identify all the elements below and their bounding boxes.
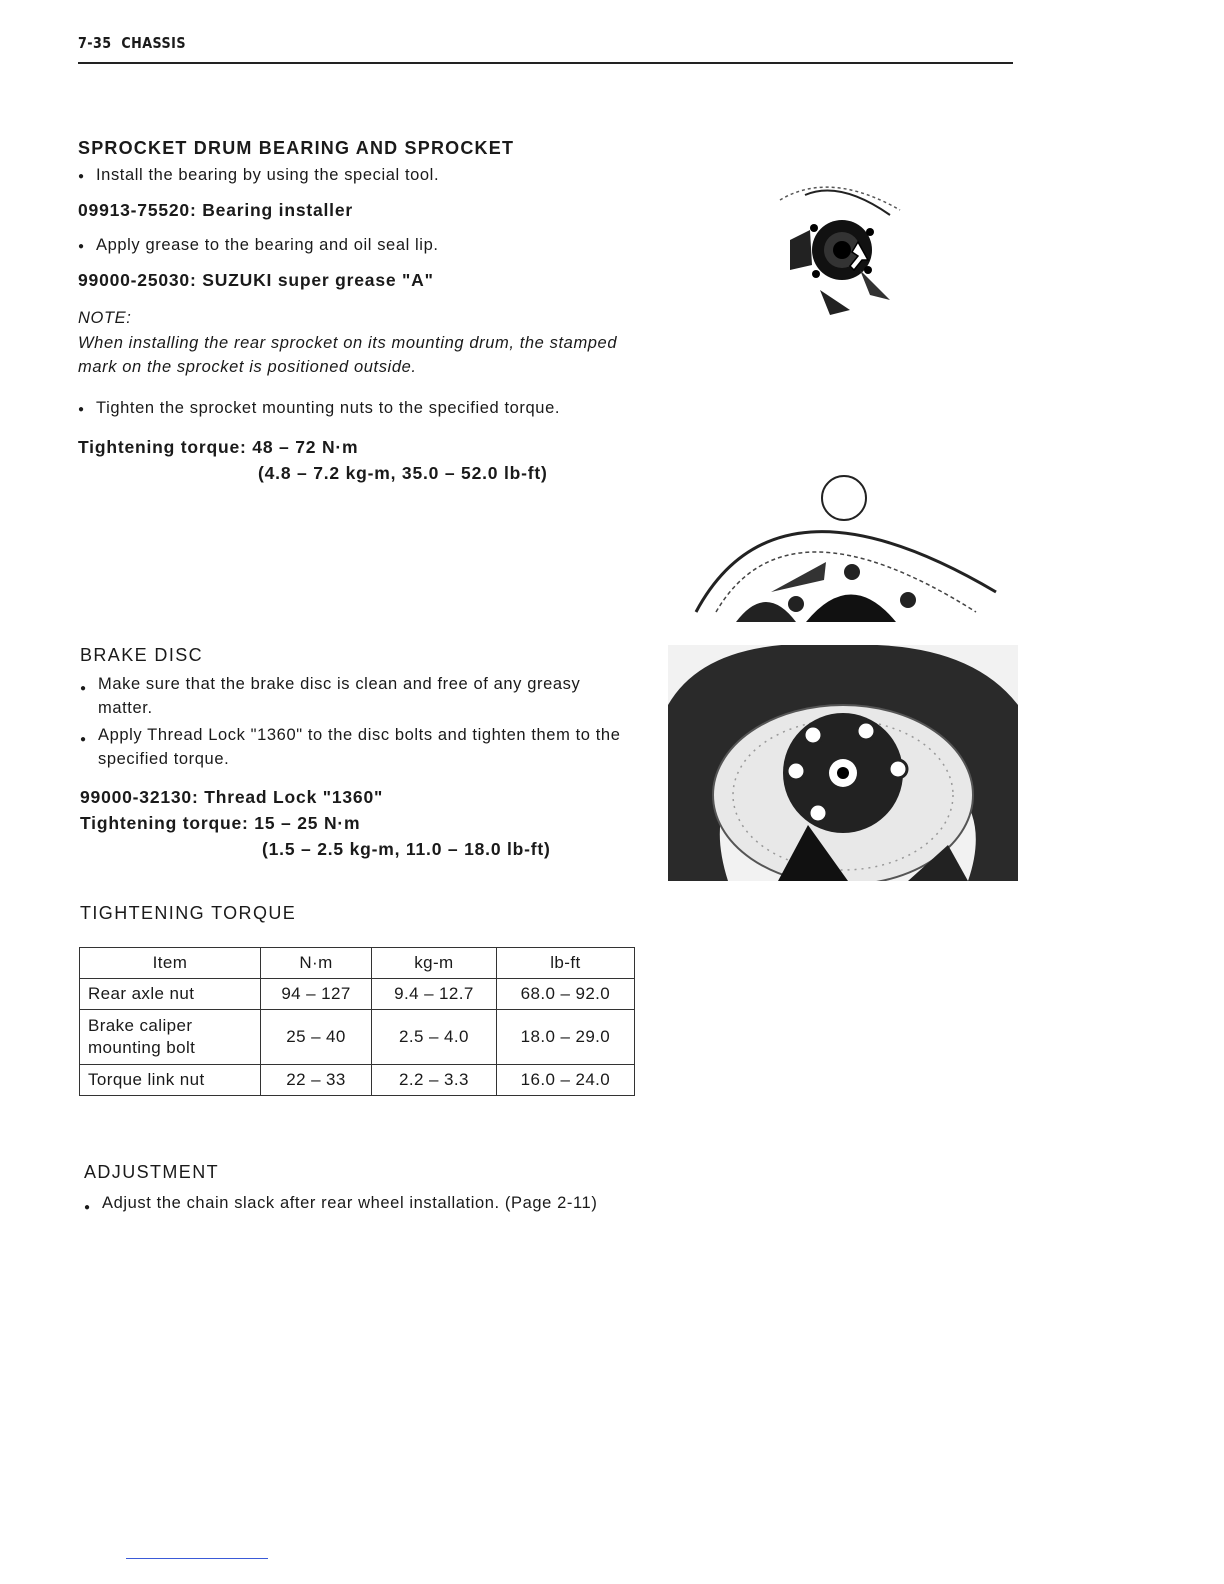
note-text: When installing the rear sprocket on its mounting drum, the stamped mark on the sprocket is positioned outside. [78,334,618,376]
row-lbft: 68.0 – 92.0 [496,979,634,1010]
header-nm: N·m [261,948,372,979]
brake-torque-line1: Tightening torque: 15 – 25 N·m [80,813,361,833]
row-kgm: 2.5 – 4.0 [372,1010,497,1065]
table-row [80,1065,635,1096]
grease-spec-line: 99000-25030: SUZUKI super grease "A" [78,270,434,290]
row-kgm: 9.4 – 12.7 [372,979,497,1010]
page-header [78,34,1013,64]
row-item: Torque link nut [80,1065,261,1096]
adjustment-bullet: ● Adjust the chain slack after rear wheel installation. (Page 2-11) [102,1190,642,1216]
row-nm: 22 – 33 [261,1065,372,1096]
brake-disc-photo [668,645,1018,881]
header-item: Item [80,948,261,979]
torque-table-title: TIGHTENING TORQUE [80,903,297,923]
row-kgm: 2.2 – 3.3 [372,1065,497,1096]
brake-bullet-threadlock: ● Apply Thread Lock "1360" to the disc bolts and tighten them to the specified torque. [98,723,638,771]
row-item: Rear axle nut [80,979,261,1010]
row-nm: 94 – 127 [261,979,372,1010]
sprocket-bearing-photo [750,170,910,320]
sprocket-bullet-install: ● Install the bearing by using the special tool. [96,166,439,185]
note-label: NOTE: [78,309,132,327]
sprocket-torque-line1: Tightening torque: 48 – 72 N·m [78,437,359,457]
sprocket-bullet-tighten: ● Tighten the sprocket mounting nuts to the specified torque. [96,399,560,418]
brake-section-title: BRAKE DISC [80,645,204,665]
row-lbft: 18.0 – 29.0 [496,1010,634,1065]
tightening-torque-table [79,947,635,1096]
sprocket-mark-photo [676,472,1022,622]
header-lbft: lb-ft [496,948,634,979]
row-lbft: 16.0 – 24.0 [496,1065,634,1096]
special-tool-line: 09913-75520: Bearing installer [78,200,353,220]
threadlock-spec-line: 99000-32130: Thread Lock "1360" [80,787,384,807]
brake-torque-line2: (1.5 – 2.5 kg-m, 11.0 – 18.0 lb-ft) [262,839,551,859]
brake-bullet-clean: ● Make sure that the brake disc is clean and free of any greasy matter. [98,672,638,720]
row-nm: 25 – 40 [261,1010,372,1065]
table-row [80,979,635,1010]
table-header-row [80,948,635,979]
page-number-section: 7-35 CHASSIS [78,34,186,52]
sprocket-bullet-grease: ● Apply grease to the bearing and oil seal lip. [96,236,439,255]
header-kgm: kg-m [372,948,497,979]
table-row [80,1010,635,1065]
adjustment-section-title: ADJUSTMENT [84,1162,219,1182]
sprocket-section-title: SPROCKET DRUM BEARING AND SPROCKET [78,138,515,158]
footer-rule [126,1558,268,1559]
row-item: Brake caliper mounting bolt [80,1010,261,1065]
sprocket-torque-line2: (4.8 – 7.2 kg-m, 35.0 – 52.0 lb-ft) [258,463,548,483]
